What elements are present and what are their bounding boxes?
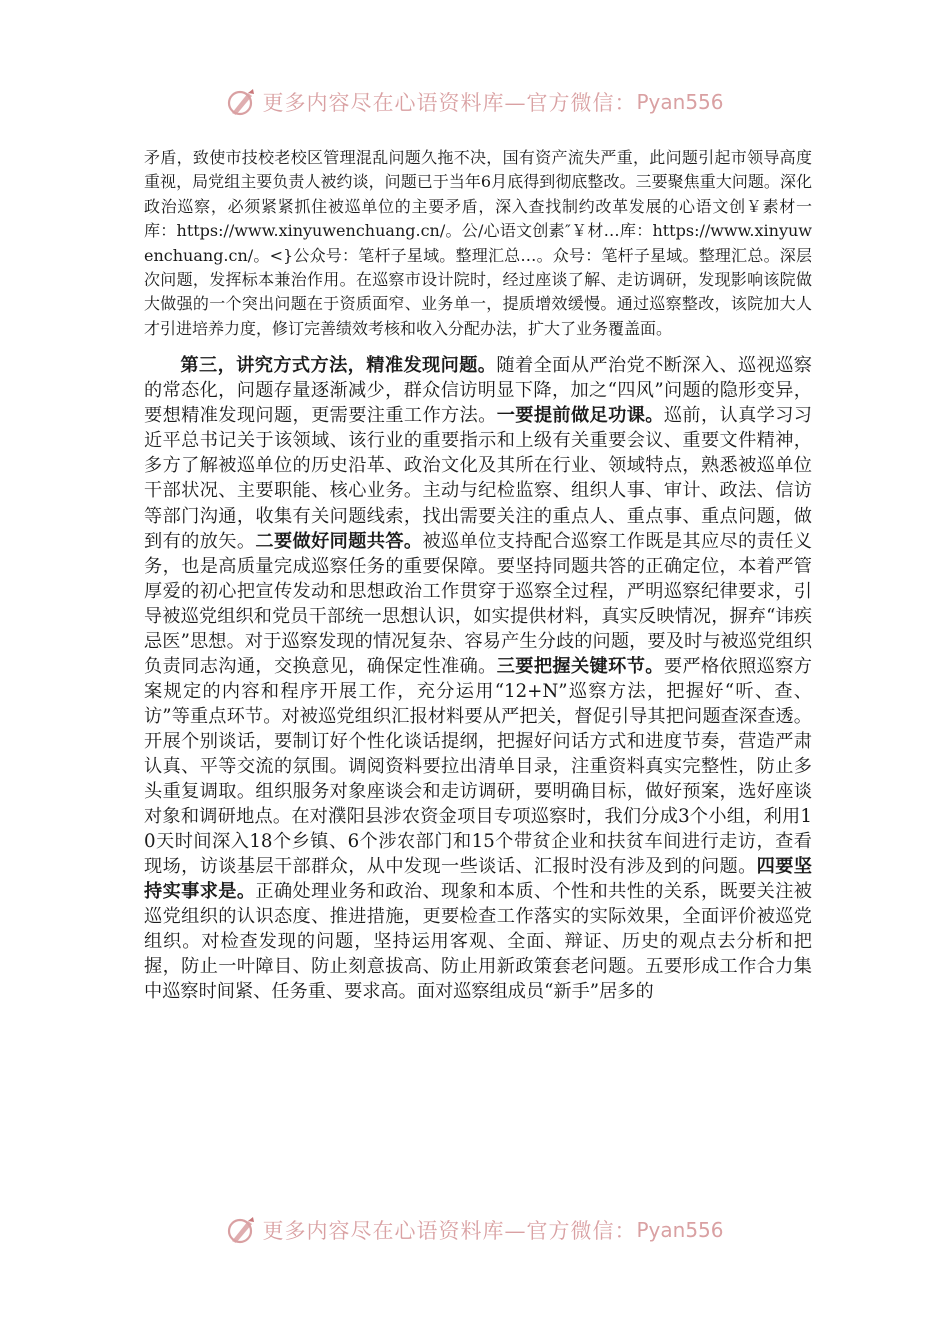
heading-third: 第三，讲究方式方法，精准发现问题。 <box>180 355 497 377</box>
banner-wechat-id: Pyan556 <box>636 90 724 114</box>
banner-wechat-id: Pyan556 <box>636 1218 724 1242</box>
banner-text: 更多内容尽在心语资料库—官方微信： <box>262 91 637 115</box>
pen-logo-icon <box>226 87 256 117</box>
para2-text-3: 被巡单位支持配合巡察工作既是其应尽的责任义务，也是高质量完成巡察任务的重要保障。要坚持同题共答的正确定位，本着严管厚爱的初心把宣传发动和思想政治工作贯穿于巡察全过程，严明巡察纪律要求，引导被巡党组织和党员干部统一思想认识，如实提供材料，真实反映情况，摒弃“讳疾忌医”思想。对于巡察发现的情况复杂、容易产生分歧的问题，要及时与被巡党组织负责同志沟通，交换意见，确保定性准确。 <box>144 530 812 677</box>
watermark-banner-top <box>0 82 950 122</box>
para2-text-5: 正确处理业务和政治、现象和本质、个性和共性的关系，既要关注被巡党组织的认识态度、推进措施，更要检查工作落实的实际效果，全面评价被巡党组织。对检查发现的问题，坚持运用客观、全面、辩证、历史的观点去分析和把握，防止一叶障目、防止刻意拔高、防止用新政策套老问题。五要形成工作合力集中巡察时间紧、任务重、要求高。面对巡察组成员“新手”居多的 <box>144 881 812 1003</box>
point-3-heading: 三要把握关键环节。 <box>496 655 664 677</box>
pen-logo-icon <box>226 1215 256 1245</box>
document-body <box>144 146 812 1004</box>
banner-text: 更多内容尽在心语资料库—官方微信： <box>262 1219 637 1243</box>
para2-text-4: 要严格依照巡察方案规定的内容和程序开展工作，充分运用“12+N”巡察方法，把握好“听、查、访”等重点环节。对被巡党组织汇报材料要从严把关，督促引导其把问题查深查透。开展个别谈话，要制订好个性化谈话提纲，把握好问话方式和进度节奏，营造严肃认真、平等交流的氛围。调阅资料要拉出清单目录，注重资料真实完整性，防止多头重复调取。组织服务对象座谈会和走访调研，要明确目标，做好预案，选好座谈对象和调研地点。在对濮阳县涉农资金项目专项巡察时，我们分成3个小组，利用10天时间深入18个乡镇、6个涉农部门和15个带贫企业和扶贫车间进行走访，查看现场，访谈基层干部群众，从中发现一些谈话、汇报时没有涉及到的问题。 <box>144 655 812 878</box>
point-1-heading: 一要提前做足功课。 <box>496 405 664 427</box>
watermark-banner-bottom <box>0 1210 950 1250</box>
para2-text-2: 巡前，认真学习习近平总书记关于该领域、该行业的重要指示和上级有关重要会议、重要文件精神，多方了解被巡单位的历史沿革、政治文化及其所在行业、领域特点，熟悉被巡单位干部状况、主要职能、核心业务。主动与纪检监察、组织人事、审计、政法、信访等部门沟通，收集有关问题线索，找出需要关注的重点人、重点事、重点问题，做到有的放矢。 <box>144 405 812 552</box>
point-2-heading: 二要做好同题共答。 <box>255 530 423 552</box>
point-4-heading: 四要坚持实事求是。 <box>144 856 812 903</box>
para2-text-1: 随着全面从严治党不断深入、巡视巡察的常态化，问题存量逐渐减少，群众信访明显下降，加之“四风”问题的隐形变异，要想精准发现问题，更需要注重工作方法。 <box>144 355 812 427</box>
paragraph-1: 矛盾，致使市技校老校区管理混乱问题久拖不决，国有资产流失严重，此问题引起市领导高度重视，局党组主要负责人被约谈，问题已于当年6月底得到彻底整改。三要聚焦重大问题。深化政治巡察，必须紧紧抓住被巡单位的主要矛盾，深入查找制约改革发展的心语文创￥素材一库：https://www.xinyuwenchuang.cn/。公/心语文创素″￥材…库：https://www.xinyuwenchuang.cn/。<}公众号：笔杆子星域。整理汇总…。众号：笔杆子星域。整理汇总。深层次问题，发挥标本兼治作用。在巡察市设计院时，经过座谈了解、走访调研，发现影响该院做大做强的一个突出问题在于资质面窄、业务单一，提质增效缓慢。通过巡察整改，该院加大人才引进培养力度，修订完善绩效考核和收入分配办法，扩大了业务覆盖面。 <box>144 148 812 338</box>
paragraph-2 <box>144 353 812 1004</box>
